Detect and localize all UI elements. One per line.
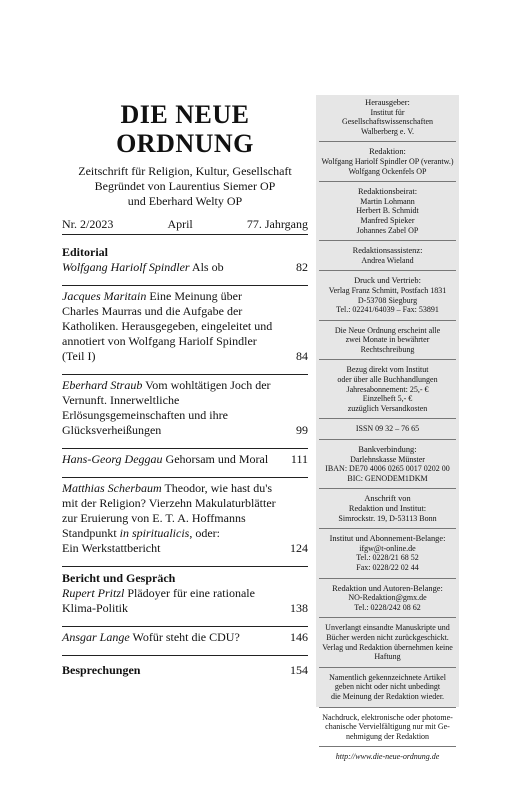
block-line: nehmigung der Redaktion bbox=[345, 731, 430, 741]
divider bbox=[319, 707, 456, 708]
block-line: Wolfgang Ockenfels OP bbox=[348, 166, 427, 176]
block-line: geben nicht oder nicht unbedingt bbox=[334, 682, 441, 692]
assistant-block bbox=[316, 243, 459, 268]
block-line: Darlehnskasse Münster bbox=[350, 454, 425, 464]
subtitle-line: und Eberhard Welty OP bbox=[127, 194, 243, 208]
frequency-block bbox=[316, 323, 459, 358]
entry-author: Ansgar Lange bbox=[62, 630, 130, 644]
toc-entry bbox=[62, 481, 308, 556]
toc-entry bbox=[62, 260, 308, 275]
entry-author: Wolfgang Hariolf Spindler bbox=[62, 260, 190, 274]
imprint-sidebar bbox=[316, 95, 459, 762]
divider bbox=[62, 566, 308, 567]
block-label: Herausgeber: bbox=[365, 98, 410, 107]
block-line: Nachdruck, elektronische oder photome- bbox=[322, 712, 453, 722]
entry-author: Matthias Scherbaum bbox=[62, 481, 162, 495]
issn: ISSN 09 32 – 76 65 bbox=[355, 424, 420, 434]
divider bbox=[62, 448, 308, 449]
editors-block bbox=[316, 144, 459, 179]
section-heading-reviews: Besprechungen bbox=[62, 663, 141, 677]
block-line: D-53708 Siegburg bbox=[357, 295, 418, 305]
entry-page: 154 bbox=[290, 663, 308, 677]
block-line: Haftung bbox=[374, 652, 401, 662]
entry-title: Eine Meinung über Charles Maurras und die Aufgabe der Katholiken. Herausgegeben, eingeleitet und annotiert von Wolfgang Hariolf Spindler (Teil I) bbox=[62, 289, 273, 363]
email-link[interactable]: NO-Redaktion@gmx.de bbox=[348, 593, 427, 603]
block-line: Tel.: 0228/21 68 52 bbox=[356, 553, 419, 563]
entry-author: Jacques Maritain bbox=[62, 289, 147, 303]
block-line: chanische Vervielfältigung nur mit Ge- bbox=[325, 722, 450, 732]
editorial-contact-block bbox=[316, 581, 459, 616]
publisher-block bbox=[316, 95, 459, 139]
block-line: Bücher werden nicht zurückgeschickt. bbox=[326, 632, 449, 642]
divider bbox=[319, 746, 456, 747]
block-line: Verlag und Redaktion übernehmen keine bbox=[322, 642, 453, 652]
block-label: Redaktionsassistenz: bbox=[352, 246, 423, 256]
divider bbox=[319, 578, 456, 579]
divider bbox=[62, 477, 308, 478]
website-block bbox=[316, 749, 459, 765]
divider bbox=[319, 359, 456, 360]
block-line: Verlag Franz Schmitt, Postfach 1831 bbox=[328, 285, 447, 295]
toc-entry-reviews bbox=[62, 659, 308, 678]
block-line: IBAN: DE70 4006 0265 0017 0202 00 bbox=[325, 464, 450, 474]
divider bbox=[319, 320, 456, 321]
divider bbox=[319, 617, 456, 618]
issn-block bbox=[316, 421, 459, 437]
website-link[interactable]: http://www.die-neue-ordnung.de bbox=[335, 752, 440, 762]
entry-page: 99 bbox=[296, 423, 308, 437]
block-line: Die Neue Ordnung erscheint alle bbox=[334, 325, 441, 335]
block-line: Einzelheft 5,- € bbox=[362, 394, 413, 404]
toc-entry bbox=[62, 378, 308, 438]
block-label: Redaktionsbeirat: bbox=[357, 187, 418, 197]
block-label: Redaktion und Institut: bbox=[348, 504, 427, 513]
subscription-block bbox=[316, 362, 459, 416]
subtitle-line: Zeitschrift für Religion, Kultur, Gesellschaft bbox=[78, 164, 292, 178]
block-line: Simrockstr. 19, D-53113 Bonn bbox=[338, 513, 437, 523]
entry-title-end: Ein Werkstattbericht bbox=[62, 541, 161, 555]
entry-title: Gehorsam und Moral bbox=[162, 452, 269, 466]
block-line: BIC: GENODEM1DKM bbox=[347, 473, 428, 483]
divider bbox=[319, 270, 456, 271]
divider bbox=[319, 418, 456, 419]
block-line: oder über alle Buchhandlungen bbox=[337, 375, 438, 385]
block-line: Rechtschreibung bbox=[360, 344, 415, 354]
entry-page: 124 bbox=[290, 541, 308, 555]
bank-block bbox=[316, 442, 459, 486]
divider bbox=[62, 374, 308, 375]
print-block bbox=[316, 273, 459, 317]
block-line: Tel.: 02241/64039 – Fax: 53891 bbox=[336, 305, 439, 315]
issue-line bbox=[62, 217, 308, 235]
divider bbox=[319, 667, 456, 668]
contents-column bbox=[62, 100, 308, 681]
entry-author: Eberhard Straub bbox=[62, 378, 143, 392]
block-line: Fax: 0228/22 02 44 bbox=[356, 562, 419, 572]
block-label: Institut und Abonnement-Belange: bbox=[329, 534, 446, 544]
block-line: Andrea Wieland bbox=[361, 255, 414, 265]
institute-contact-block bbox=[316, 531, 459, 575]
block-line: Johannes Zabel OP bbox=[356, 225, 419, 235]
email-link[interactable]: ifgw@t-online.de bbox=[359, 543, 416, 553]
toc-entry bbox=[62, 289, 308, 364]
title-line-1: DIE NEUE bbox=[120, 100, 250, 129]
block-line: Tel.: 0228/242 08 62 bbox=[354, 602, 421, 612]
entry-page: 84 bbox=[296, 349, 308, 363]
divider bbox=[319, 528, 456, 529]
entry-title: Vom wohltätigen Joch der Vernunft. Innerweltliche Erlösungsgemeinschaften und ihre Glücksverheißungen bbox=[62, 378, 271, 437]
block-line: Gesellschaftswissenschaften bbox=[341, 117, 434, 127]
entry-title: Plädoyer für eine rationale Klima-Politik bbox=[62, 586, 255, 615]
block-label: Redaktion und Autoren-Belange: bbox=[332, 583, 443, 593]
journal-title bbox=[62, 100, 308, 158]
opinion-note bbox=[316, 670, 459, 705]
subtitle-line: Begründet von Laurentius Siemer OP bbox=[94, 179, 276, 193]
divider bbox=[62, 626, 308, 627]
block-line: Institut für bbox=[370, 107, 405, 117]
section-heading-editorial: Editorial bbox=[62, 245, 109, 259]
entry-title-italic: in spiritualicis bbox=[119, 526, 190, 540]
entry-page: 138 bbox=[290, 601, 308, 615]
block-line: Bezug direkt vom Institut bbox=[346, 365, 429, 375]
block-label: Anschrift von bbox=[364, 494, 411, 504]
entry-title: Als ob bbox=[189, 260, 224, 274]
entry-page: 82 bbox=[296, 260, 308, 274]
section-heading-report: Bericht und Gespräch bbox=[62, 571, 176, 585]
block-line: Manfred Spieker bbox=[360, 215, 415, 225]
block-line: zwei Monate in bewährter bbox=[345, 335, 430, 345]
issue-volume: 77. Jahrgang bbox=[246, 217, 308, 231]
block-line: Jahresabonnement: 25,- € bbox=[346, 384, 429, 394]
issue-month: April bbox=[167, 217, 193, 231]
block-line: Herbert B. Schmidt bbox=[356, 206, 419, 216]
divider bbox=[62, 655, 308, 656]
divider bbox=[62, 285, 308, 286]
divider bbox=[319, 240, 456, 241]
entry-page: 111 bbox=[290, 452, 308, 466]
block-line: Wolfgang Hariolf Spindler OP (verantw.) bbox=[321, 156, 454, 166]
block-line: Namentlich gekennzeichnete Artikel bbox=[329, 672, 446, 682]
toc-entry bbox=[62, 452, 308, 467]
block-label: Druck und Vertrieb: bbox=[354, 276, 421, 286]
block-line: Unverlangt einsandte Manuskripte und bbox=[325, 623, 450, 633]
title-line-2: ORDNUNG bbox=[116, 129, 254, 158]
address-block bbox=[316, 491, 459, 526]
board-block bbox=[316, 184, 459, 238]
block-line: zuzüglich Versandkosten bbox=[347, 403, 428, 413]
block-label: Bankverbindung: bbox=[358, 445, 417, 455]
divider bbox=[319, 141, 456, 142]
block-line: Walberberg e. V. bbox=[360, 126, 415, 136]
divider bbox=[319, 439, 456, 440]
entry-title: Wofür steht die CDU? bbox=[129, 630, 240, 644]
block-label: Redaktion: bbox=[369, 147, 406, 157]
toc-entry bbox=[62, 586, 308, 616]
entry-page: 146 bbox=[290, 630, 308, 644]
entry-author: Rupert Pritzl bbox=[62, 586, 125, 600]
reprint-note bbox=[316, 710, 459, 745]
block-line: die Meinung der Redaktion wieder. bbox=[330, 691, 445, 701]
entry-author: Hans-Georg Deggau bbox=[62, 452, 163, 466]
journal-subtitle bbox=[62, 164, 308, 209]
divider bbox=[319, 181, 456, 182]
entry-title: Theodor, wie hast du's mit der Religion? Vierzehn Makulaturblätter zur Eruierung von E. T. A. Hoffmanns Standpunkt bbox=[62, 481, 276, 540]
block-line: Martin Lohmann bbox=[360, 196, 415, 206]
toc-entry bbox=[62, 630, 308, 645]
table-of-contents bbox=[62, 245, 308, 678]
manuscript-note bbox=[316, 620, 459, 664]
issue-number: Nr. 2/2023 bbox=[62, 217, 114, 231]
entry-title-cont: , oder: bbox=[189, 526, 221, 540]
divider bbox=[319, 488, 456, 489]
